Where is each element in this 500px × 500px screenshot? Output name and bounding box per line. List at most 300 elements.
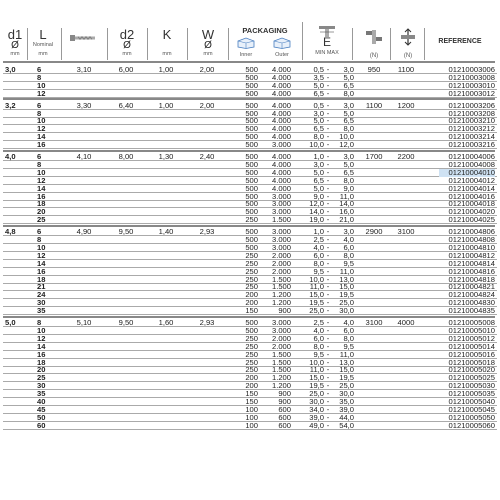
cell-length: 6 (37, 227, 42, 237)
cell-reference[interactable]: 01210005040 (448, 397, 495, 406)
cell-grip-max: 11,0 (339, 349, 354, 359)
cell-grip-max: 35,0 (339, 397, 354, 406)
cell-length: 35 (37, 389, 46, 399)
cell-reference[interactable]: 01210004814 (448, 258, 495, 268)
cell-reference[interactable]: 01210003010 (448, 80, 495, 90)
cell-grip-dash: - (326, 389, 330, 399)
cell-outer: 4.000 (271, 88, 291, 98)
cell-length: 10 (37, 80, 46, 90)
cell-reference[interactable]: 01210005018 (448, 357, 495, 367)
cell-grip-min: 4,0 (313, 242, 324, 252)
cell-head: 4,90 (76, 227, 92, 237)
cell-reference[interactable]: 01210004008 (448, 159, 495, 169)
cell-outer: 1.500 (271, 349, 291, 359)
cell-grip-min: 49,0 (309, 420, 324, 430)
table-header (0, 0, 500, 62)
cell-inner: 500 (245, 108, 258, 118)
cell-grip-max: 13,0 (339, 357, 354, 367)
cell-inner: 500 (245, 100, 258, 110)
cell-inner: 500 (245, 65, 258, 74)
cell-grip-dash: - (326, 318, 330, 327)
cell-length: 21 (37, 282, 46, 292)
header-divider (424, 28, 425, 60)
cell-tensile: 1200 (397, 100, 415, 110)
cell-length: 24 (37, 290, 46, 300)
cell-outer: 4.000 (271, 80, 291, 90)
cell-inner: 100 (245, 404, 258, 414)
cell-grip-dash: - (326, 412, 330, 422)
cell-grip-min: 12,0 (309, 199, 324, 209)
cell-inner: 250 (245, 357, 258, 367)
cell-outer: 1.200 (271, 290, 291, 300)
cell-grip-max: 8,0 (343, 333, 354, 343)
cell-length: 6 (37, 65, 42, 74)
cell-length: 10 (37, 242, 46, 252)
cell-grip-min: 11,0 (309, 282, 324, 292)
table-row (3, 216, 497, 224)
cell-outer: 600 (278, 404, 291, 414)
cell-length: 8 (37, 72, 42, 82)
cell-grip-dash: - (326, 199, 330, 209)
cell-grip-min: 5,0 (313, 183, 324, 193)
cell-inner: 150 (245, 389, 258, 399)
cell-length: 16 (37, 266, 46, 276)
cell-grip-min: 25,0 (309, 389, 324, 399)
outer-box-icon (272, 37, 292, 53)
cell-grip-max: 4,0 (343, 318, 354, 327)
cell-outer: 4.000 (271, 159, 291, 169)
header-W-symbol: Ø (204, 40, 212, 51)
cell-reference[interactable]: 01210004830 (448, 298, 495, 308)
cell-d1: 3,0 (5, 65, 16, 74)
cell-inner: 500 (245, 199, 258, 209)
cell-grip-dash: - (326, 381, 330, 391)
header-d2-unit: mm (122, 51, 132, 57)
cell-grip-dash: - (326, 349, 330, 359)
cell-grip-min: 8,0 (313, 341, 324, 351)
header-divider (302, 22, 303, 60)
cell-length: 14 (37, 341, 46, 351)
cell-grip-dash: - (326, 207, 330, 217)
cell-grip-max: 15,0 (339, 365, 354, 375)
cell-grip-min: 39,0 (309, 412, 324, 422)
cell-grip-max: 6,5 (343, 116, 354, 126)
cell-reference[interactable]: 01210003012 (448, 88, 495, 98)
cell-reference[interactable]: 01210005010 (448, 325, 495, 335)
cell-inner: 250 (245, 266, 258, 276)
cell-grip-max: 30,0 (339, 306, 354, 316)
cell-inner: 500 (245, 227, 258, 237)
cell-shear: 950 (367, 65, 381, 74)
cell-length: 8 (37, 159, 42, 169)
cell-length: 12 (37, 124, 46, 134)
cell-length: 10 (37, 116, 46, 126)
cell-outer: 1.500 (271, 365, 291, 375)
shear-icon (363, 28, 385, 50)
cell-length: 14 (37, 258, 46, 268)
cell-grip-min: 3,5 (313, 72, 324, 82)
cell-reference[interactable]: 01210004821 (448, 282, 495, 292)
cell-reference[interactable]: 01210005035 (448, 389, 495, 399)
cell-outer: 3.000 (271, 140, 291, 150)
cell-length: 60 (37, 420, 46, 430)
cell-length: 8 (37, 318, 42, 327)
cell-reference[interactable]: 01210004818 (448, 274, 495, 284)
cell-grip-dash: - (326, 227, 330, 237)
cell-outer: 3.000 (271, 191, 291, 201)
cell-grip-dash: - (326, 183, 330, 193)
cell-grip-dash: - (326, 124, 330, 134)
cell-inner: 200 (245, 373, 258, 383)
cell-grip-dash: - (326, 100, 330, 110)
header-bottom-rule (3, 61, 495, 63)
cell-outer: 600 (278, 420, 291, 430)
cell-reference[interactable]: 01210003206 (448, 100, 495, 110)
cell-inner: 500 (245, 88, 258, 98)
cell-head: 3,10 (76, 65, 92, 74)
cell-grip-max: 10,0 (339, 132, 354, 142)
cell-reference[interactable]: 01210005012 (448, 333, 495, 343)
cell-reference[interactable]: 01210004808 (448, 235, 495, 244)
cell-grip-dash: - (326, 88, 330, 98)
table-row (3, 422, 497, 430)
cell-grip-min: 30,0 (309, 397, 324, 406)
cell-reference[interactable]: 01210003216 (448, 140, 495, 150)
cell-length: 50 (37, 412, 46, 422)
cell-grip-dash: - (326, 333, 330, 343)
cell-grip-dash: - (326, 132, 330, 142)
cell-inner: 200 (245, 290, 258, 300)
header-packaging: PACKAGING (242, 26, 288, 35)
cell-reference[interactable]: 01210005008 (448, 318, 495, 327)
cell-reference[interactable]: 01210003208 (448, 108, 495, 118)
header-divider (228, 28, 229, 60)
header-L-nominal: Nominal (32, 42, 54, 48)
cell-reference[interactable]: 01210005016 (448, 349, 495, 359)
cell-outer: 4.000 (271, 65, 291, 74)
cell-inner: 500 (245, 124, 258, 134)
cell-grip-max: 5,0 (343, 72, 354, 82)
cell-length: 12 (37, 88, 46, 98)
cell-d1: 5,0 (5, 318, 16, 327)
cell-inner: 150 (245, 397, 258, 406)
cell-outer: 2.000 (271, 258, 291, 268)
cell-inner: 250 (245, 365, 258, 375)
cell-grip-dash: - (326, 306, 330, 316)
cell-outer: 1.500 (271, 215, 291, 225)
cell-reference[interactable]: 01210004824 (448, 290, 495, 300)
cell-reference[interactable]: 01210004025 (448, 215, 495, 225)
cell-reference[interactable]: 01210004006 (448, 152, 495, 161)
cell-outer: 3.000 (271, 318, 291, 327)
cell-reference[interactable]: 01210005020 (448, 365, 495, 375)
cell-outer: 4.000 (271, 124, 291, 134)
cell-outer: 4.000 (271, 167, 291, 177)
cell-grip-min: 0,5 (313, 100, 324, 110)
cell-shear: 1700 (365, 152, 383, 161)
cell-grip-min: 10,0 (309, 274, 324, 284)
cell-inner: 250 (245, 333, 258, 343)
cell-k: 1,30 (158, 152, 174, 161)
cell-grip-min: 6,5 (313, 124, 324, 134)
cell-grip-dash: - (326, 250, 330, 260)
cell-length: 6 (37, 152, 42, 161)
cell-reference[interactable]: 01210004012 (448, 175, 495, 185)
header-d2-symbol: Ø (123, 40, 131, 51)
cell-grip-dash: - (326, 258, 330, 268)
cell-reference[interactable]: 01210003212 (448, 124, 495, 134)
cell-outer: 1.200 (271, 381, 291, 391)
header-divider (390, 28, 391, 60)
cell-grip-min: 19,0 (309, 215, 324, 225)
cell-outer: 1.200 (271, 298, 291, 308)
cell-grip-dash: - (326, 72, 330, 82)
cell-length: 12 (37, 250, 46, 260)
cell-grip-min: 19,5 (309, 298, 324, 308)
cell-length: 10 (37, 325, 46, 335)
cell-grip-min: 25,0 (309, 306, 324, 316)
header-L: L (39, 27, 47, 42)
cell-grip-min: 3,0 (313, 159, 324, 169)
header-reference: REFERENCE (438, 38, 482, 45)
cell-grip-max: 3,0 (343, 65, 354, 74)
cell-grip-max: 8,0 (343, 175, 354, 185)
cell-inner: 500 (245, 152, 258, 161)
cell-grip-min: 0,5 (313, 65, 324, 74)
cell-inner: 500 (245, 325, 258, 335)
cell-reference[interactable]: 01210003210 (448, 116, 495, 126)
cell-grip-dash: - (326, 215, 330, 225)
cell-reference[interactable]: 01210005060 (448, 420, 495, 430)
cell-inner: 250 (245, 215, 258, 225)
header-L-unit: mm (38, 51, 48, 57)
header-divider (187, 28, 188, 60)
cell-inner: 250 (245, 250, 258, 260)
cell-grip-dash: - (326, 274, 330, 284)
cell-grip-max: 54,0 (339, 420, 354, 430)
header-K-unit: mm (162, 51, 172, 57)
cell-grip-min: 34,0 (309, 404, 324, 414)
cell-grip-min: 11,0 (309, 365, 324, 375)
cell-grip-dash: - (326, 266, 330, 276)
cell-inner: 500 (245, 116, 258, 126)
cell-length: 30 (37, 381, 46, 391)
header-divider (61, 28, 62, 60)
cell-reference[interactable]: 01210004810 (448, 242, 495, 252)
cell-length: 8 (37, 235, 42, 244)
cell-grip-min: 9,5 (313, 266, 324, 276)
cell-outer: 4.000 (271, 100, 291, 110)
cell-grip-dash: - (326, 357, 330, 367)
cell-head: 5,10 (76, 318, 92, 327)
cell-grip-max: 5,0 (343, 108, 354, 118)
cell-w: 2,93 (199, 227, 215, 237)
cell-grip-max: 19,5 (339, 290, 354, 300)
cell-inner: 500 (245, 318, 258, 327)
cell-grip-dash: - (326, 167, 330, 177)
cell-d1: 4,0 (5, 152, 16, 161)
cell-inner: 500 (245, 207, 258, 217)
cell-grip-dash: - (326, 235, 330, 244)
cell-grip-max: 15,0 (339, 282, 354, 292)
cell-outer: 4.000 (271, 132, 291, 142)
cell-length: 18 (37, 357, 46, 367)
cell-inner: 500 (245, 191, 258, 201)
cell-reference[interactable]: 01210004816 (448, 266, 495, 276)
cell-outer: 2.000 (271, 333, 291, 343)
cell-inner: 100 (245, 412, 258, 422)
cell-reference[interactable]: 01210003214 (448, 132, 495, 142)
cell-grip-dash: - (326, 325, 330, 335)
cell-length: 18 (37, 274, 46, 284)
cell-outer: 1.500 (271, 357, 291, 367)
cell-length: 40 (37, 397, 46, 406)
cell-grip-min: 15,0 (309, 290, 324, 300)
cell-grip-min: 8,0 (313, 258, 324, 268)
cell-grip-dash: - (326, 191, 330, 201)
header-outer: Outer (275, 52, 289, 58)
cell-outer: 4.000 (271, 183, 291, 193)
cell-reference[interactable]: 01210004016 (448, 191, 495, 201)
cell-inner: 500 (245, 235, 258, 244)
cell-grip-min: 5,0 (313, 80, 324, 90)
cell-grip-min: 8,0 (313, 132, 324, 142)
cell-inner: 250 (245, 258, 258, 268)
header-shear-unit: (N) (369, 53, 379, 59)
cell-grip-min: 10,0 (309, 140, 324, 150)
cell-length: 14 (37, 183, 46, 193)
cell-outer: 2.000 (271, 266, 291, 276)
cell-grip-max: 6,5 (343, 80, 354, 90)
cell-reference[interactable]: 01210004010 (439, 169, 495, 177)
cell-grip-dash: - (326, 298, 330, 308)
cell-outer: 900 (278, 306, 291, 316)
cell-grip-max: 30,0 (339, 389, 354, 399)
cell-grip-dash: - (326, 159, 330, 169)
cell-length: 14 (37, 132, 46, 142)
cell-outer: 4.000 (271, 175, 291, 185)
cell-tensile: 2200 (397, 152, 415, 161)
cell-grip-max: 11,0 (339, 266, 354, 276)
cell-inner: 500 (245, 80, 258, 90)
cell-outer: 900 (278, 397, 291, 406)
cell-outer: 3.000 (271, 227, 291, 237)
cell-reference[interactable]: 01210005050 (448, 412, 495, 422)
cell-d2: 6,00 (118, 65, 134, 74)
table-row (3, 90, 497, 98)
cell-grip-max: 39,0 (339, 404, 354, 414)
header-tensile-unit: (N) (403, 53, 413, 59)
cell-inner: 250 (245, 349, 258, 359)
table-row (3, 307, 497, 315)
cell-reference[interactable]: 01210004812 (448, 250, 495, 260)
cell-reference[interactable]: 01210004020 (448, 207, 495, 217)
cell-grip-dash: - (326, 420, 330, 430)
cell-length: 18 (37, 199, 46, 209)
cell-grip-dash: - (326, 65, 330, 74)
cell-inner: 250 (245, 282, 258, 292)
cell-grip-min: 5,0 (313, 116, 324, 126)
cell-d1: 4,8 (5, 227, 16, 237)
cell-outer: 900 (278, 389, 291, 399)
cell-grip-max: 11,0 (339, 191, 354, 201)
cell-reference[interactable]: 01210005030 (448, 381, 495, 391)
cell-grip-max: 12,0 (339, 140, 354, 150)
cell-reference[interactable]: 01210003008 (448, 72, 495, 82)
cell-grip-dash: - (326, 365, 330, 375)
cell-grip-min: 3,0 (313, 108, 324, 118)
cell-grip-max: 9,0 (343, 183, 354, 193)
cell-reference[interactable]: 01210004806 (448, 227, 495, 237)
cell-inner: 200 (245, 298, 258, 308)
cell-grip-min: 6,5 (313, 88, 324, 98)
cell-reference[interactable]: 01210004018 (448, 199, 495, 209)
cell-grip-min: 6,0 (313, 250, 324, 260)
cell-grip-dash: - (326, 404, 330, 414)
cell-inner: 500 (245, 140, 258, 150)
cell-length: 25 (37, 215, 46, 225)
cell-inner: 500 (245, 242, 258, 252)
cell-length: 10 (37, 167, 46, 177)
cell-outer: 1.500 (271, 274, 291, 284)
cell-tensile: 3100 (397, 227, 415, 237)
cell-grip-max: 4,0 (343, 235, 354, 244)
cell-outer: 4.000 (271, 108, 291, 118)
cell-outer: 4.000 (271, 116, 291, 126)
cell-grip-min: 5,0 (313, 167, 324, 177)
header-K: K (162, 27, 172, 42)
cell-inner: 250 (245, 341, 258, 351)
cell-length: 25 (37, 373, 46, 383)
cell-k: 1,60 (158, 318, 174, 327)
cell-inner: 500 (245, 132, 258, 142)
cell-reference[interactable]: 01210004014 (448, 183, 495, 193)
cell-grip-min: 6,0 (313, 333, 324, 343)
cell-shear: 2900 (365, 227, 383, 237)
cell-outer: 1.200 (271, 373, 291, 383)
cell-grip-min: 14,0 (309, 207, 324, 217)
cell-grip-max: 6,5 (343, 167, 354, 177)
cell-reference[interactable]: 01210005025 (448, 373, 495, 383)
header-W-unit: mm (203, 51, 213, 57)
cell-w: 2,00 (199, 65, 215, 74)
cell-outer: 3.000 (271, 207, 291, 217)
cell-tensile: 4000 (397, 318, 415, 327)
cell-w: 2,40 (199, 152, 215, 161)
header-divider (27, 28, 28, 60)
cell-reference[interactable]: 01210004835 (448, 306, 495, 316)
cell-grip-dash: - (326, 341, 330, 351)
cell-inner: 500 (245, 159, 258, 169)
cell-grip-max: 6,0 (343, 242, 354, 252)
cell-grip-dash: - (326, 242, 330, 252)
cell-outer: 600 (278, 412, 291, 422)
cell-reference[interactable]: 01210005045 (448, 404, 495, 414)
cell-grip-max: 44,0 (339, 412, 354, 422)
cell-outer: 3.000 (271, 242, 291, 252)
cell-reference[interactable]: 01210003006 (448, 65, 495, 74)
cell-d1: 3,2 (5, 100, 16, 110)
cell-reference[interactable]: 01210005014 (448, 341, 495, 351)
cell-grip-max: 14,0 (339, 199, 354, 209)
cell-grip-max: 3,0 (343, 227, 354, 237)
cell-length: 35 (37, 306, 46, 316)
cell-grip-dash: - (326, 140, 330, 150)
cell-k: 1,40 (158, 227, 174, 237)
cell-d2: 9,50 (118, 227, 134, 237)
cell-grip-max: 25,0 (339, 298, 354, 308)
cell-length: 45 (37, 404, 46, 414)
